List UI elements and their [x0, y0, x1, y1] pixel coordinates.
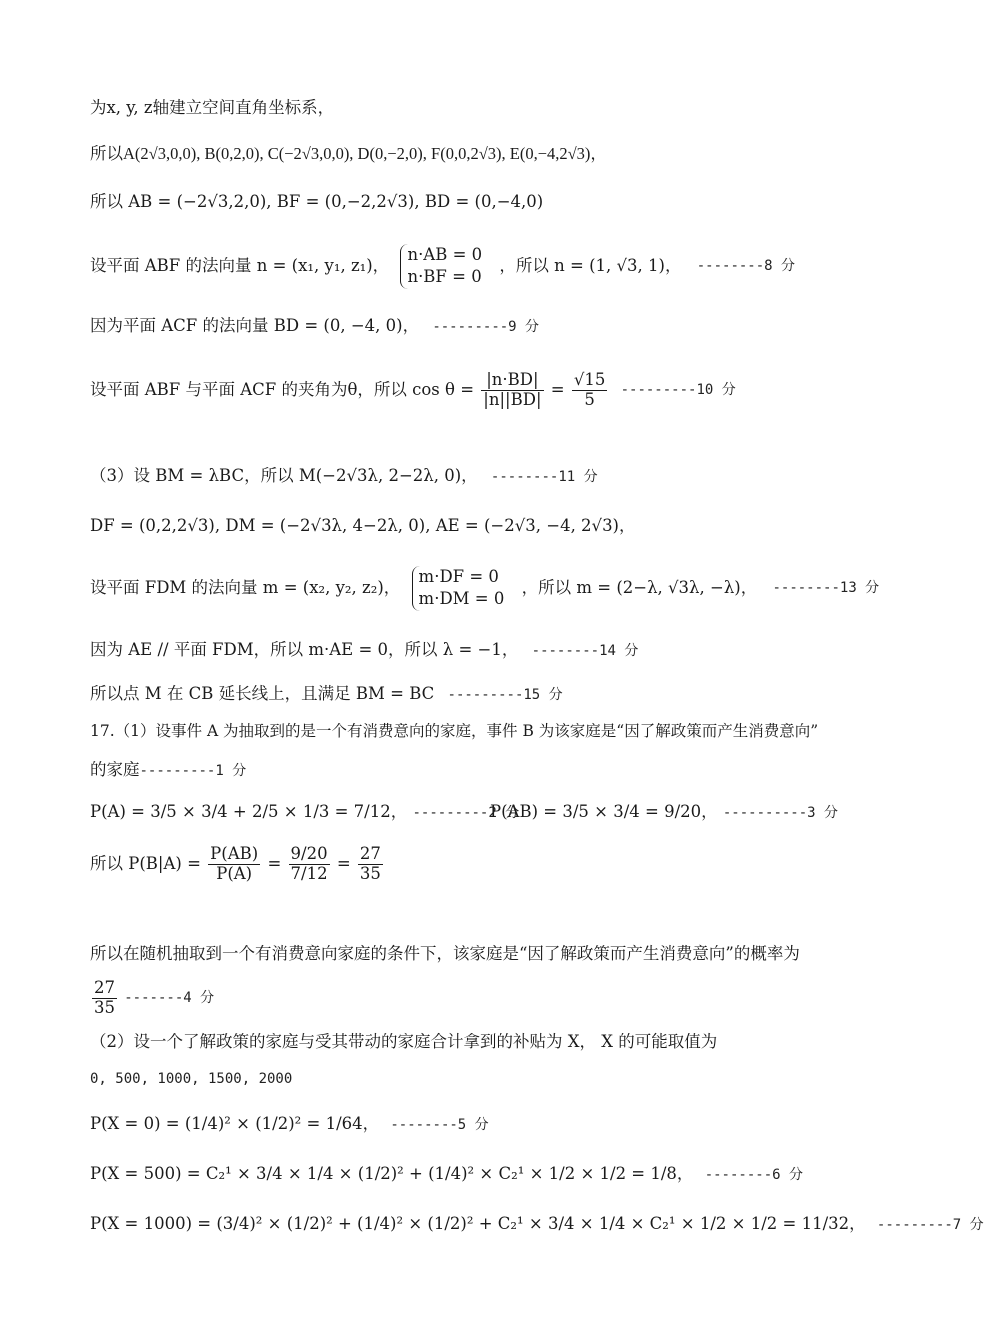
probability-ab-line: P(AB) = 3/5 × 3/4 = 9/20， ----------3 分 [490, 802, 839, 821]
conclusion-line: 所以点 M 在 CB 延长线上，且满足 BM = BC ---------15 分 [90, 684, 563, 703]
fraction: $\frac{9/20}{7/12}$ [290, 844, 328, 883]
fraction: $\frac{27}{35}$ [94, 978, 115, 1017]
probability-line: P(X = 0) = (1/4)² × (1/2)² = 1/64， --------5 分 [90, 1114, 489, 1133]
normal-vector-abf-line: 设平面 ABF 的法向量 n = (x₁, y₁, z₁)， n·AB = 0 n·BF = 0 ，所以 n = (1, √3, 1)， --------8 分 [90, 244, 795, 289]
score-mark: ---------9 分 [432, 319, 540, 335]
score-mark: ---------2 分 [412, 805, 520, 821]
vectors-line: 所以 AB = (−2√3,2,0), BF = (0,−2,2√3), BD = (0,−4,0) [90, 192, 544, 211]
point-m-line: （3）设 BM = λBC，所以 M(−2√3λ, 2−2λ, 0)， --------11 分 [90, 466, 598, 485]
vectors-line-2: DF = (0,2,2√3), DM = (−2√3λ, 4−2λ, 0), AE = (−2√3, −4, 2√3)， [90, 516, 636, 535]
score-mark: --------14 分 [531, 643, 639, 659]
text-line: （2）设一个了解政策的家庭与受其带动的家庭合计拿到的补贴为 X， X 的可能取值为 [90, 1032, 718, 1051]
normal-vector-acf-line: 因为平面 ACF 的法向量 BD = (0, −4, 0)， ---------9 分 [90, 316, 540, 335]
score-mark: --------8 分 [696, 258, 796, 275]
text-line: 为x, y, z轴建立空间直角坐标系， [90, 98, 335, 117]
score-mark: --------13 分 [772, 580, 880, 597]
cosine-result: $\frac{√15}{5}$ [573, 370, 606, 409]
score-mark: --------5 分 [390, 1117, 489, 1133]
problem-17-line-2: 的家庭---------1 分 [90, 760, 247, 779]
values-line: 0, 500, 1000, 1500, 2000 [90, 1071, 293, 1087]
score-mark: ---------15 分 [447, 687, 563, 703]
score-mark: ---------1 分 [139, 763, 247, 779]
normal-vector-fdm-line: 设平面 FDM 的法向量 m = (x₂, y₂, z₂)， m·DF = 0 m·DM = 0 ，所以 m = (2−λ, √3λ, −λ)， --------13 分 [90, 566, 879, 611]
probability-line: P(X = 1000) = (3/4)² × (1/2)² + (1/4)² × (1/2)² + C₂¹ × 3/4 × 1/4 × C₂¹ × 1/2 × 1/2 = 11/32， ---------7 分 [90, 1214, 984, 1233]
cosine-line: 设平面 ABF 与平面 ACF 的夹角为θ，所以 cos θ = $\frac{|n\cdot BD|}{|n||BD|}$ = $\frac{√15}{5}$ ---------10 分 [90, 370, 736, 409]
cosine-fraction: $\frac{|n\cdot BD|}{|n||BD|}$ [483, 370, 542, 409]
fraction: $\frac{27}{35}$ [359, 844, 381, 883]
probability-line: P(X = 500) = C₂¹ × 3/4 × 1/4 × (1/2)² + (1/4)² × C₂¹ × 1/2 × 1/2 = 1/8， --------6 分 [90, 1164, 803, 1183]
score-mark: --------11 分 [490, 469, 598, 485]
score-mark: ---------10 分 [620, 382, 736, 398]
parallel-line: 因为 AE // 平面 FDM，所以 m·AE = 0，所以 λ = −1， --------14 分 [90, 640, 639, 659]
conditional-probability-line: 所以 P(B|A) = $\frac{P(AB)}{P(A)}$ = $\frac{9/20}{7/12}$ = $\frac{27}{35}$ [90, 844, 381, 883]
equation-system: n·AB = 0 n·BF = 0 [400, 244, 488, 289]
fraction: $\frac{P(AB)}{P(A)}$ [210, 844, 259, 883]
answer-line [90, 980, 214, 1016]
score-mark: ---------7 分 [876, 1217, 984, 1233]
score-mark: -------4 分 [124, 990, 215, 1006]
probability-a-line: P(A) = 3/5 × 3/4 + 2/5 × 1/3 = 7/12， ---------2 分 [90, 802, 520, 821]
problem-17-line: 17.（1）设事件 A 为抽取到的是一个有消费意向的家庭，事件 B 为该家庭是“因了解政策而产生消费意向” [90, 722, 819, 740]
coordinates-line: 所以A(2√3,0,0), B(0,2,0), C(−2√3,0,0), D(0,−2,0), F(0,0,2√3), E(0,−4,2√3)， [90, 144, 607, 163]
score-mark: ----------3 分 [722, 805, 839, 821]
equation-system: m·DF = 0 m·DM = 0 [412, 566, 511, 611]
score-mark: --------6 分 [704, 1167, 803, 1183]
text-line: 所以在随机抽取到一个有消费意向家庭的条件下，该家庭是“因了解政策而产生消费意向”的概率为 [90, 944, 800, 963]
